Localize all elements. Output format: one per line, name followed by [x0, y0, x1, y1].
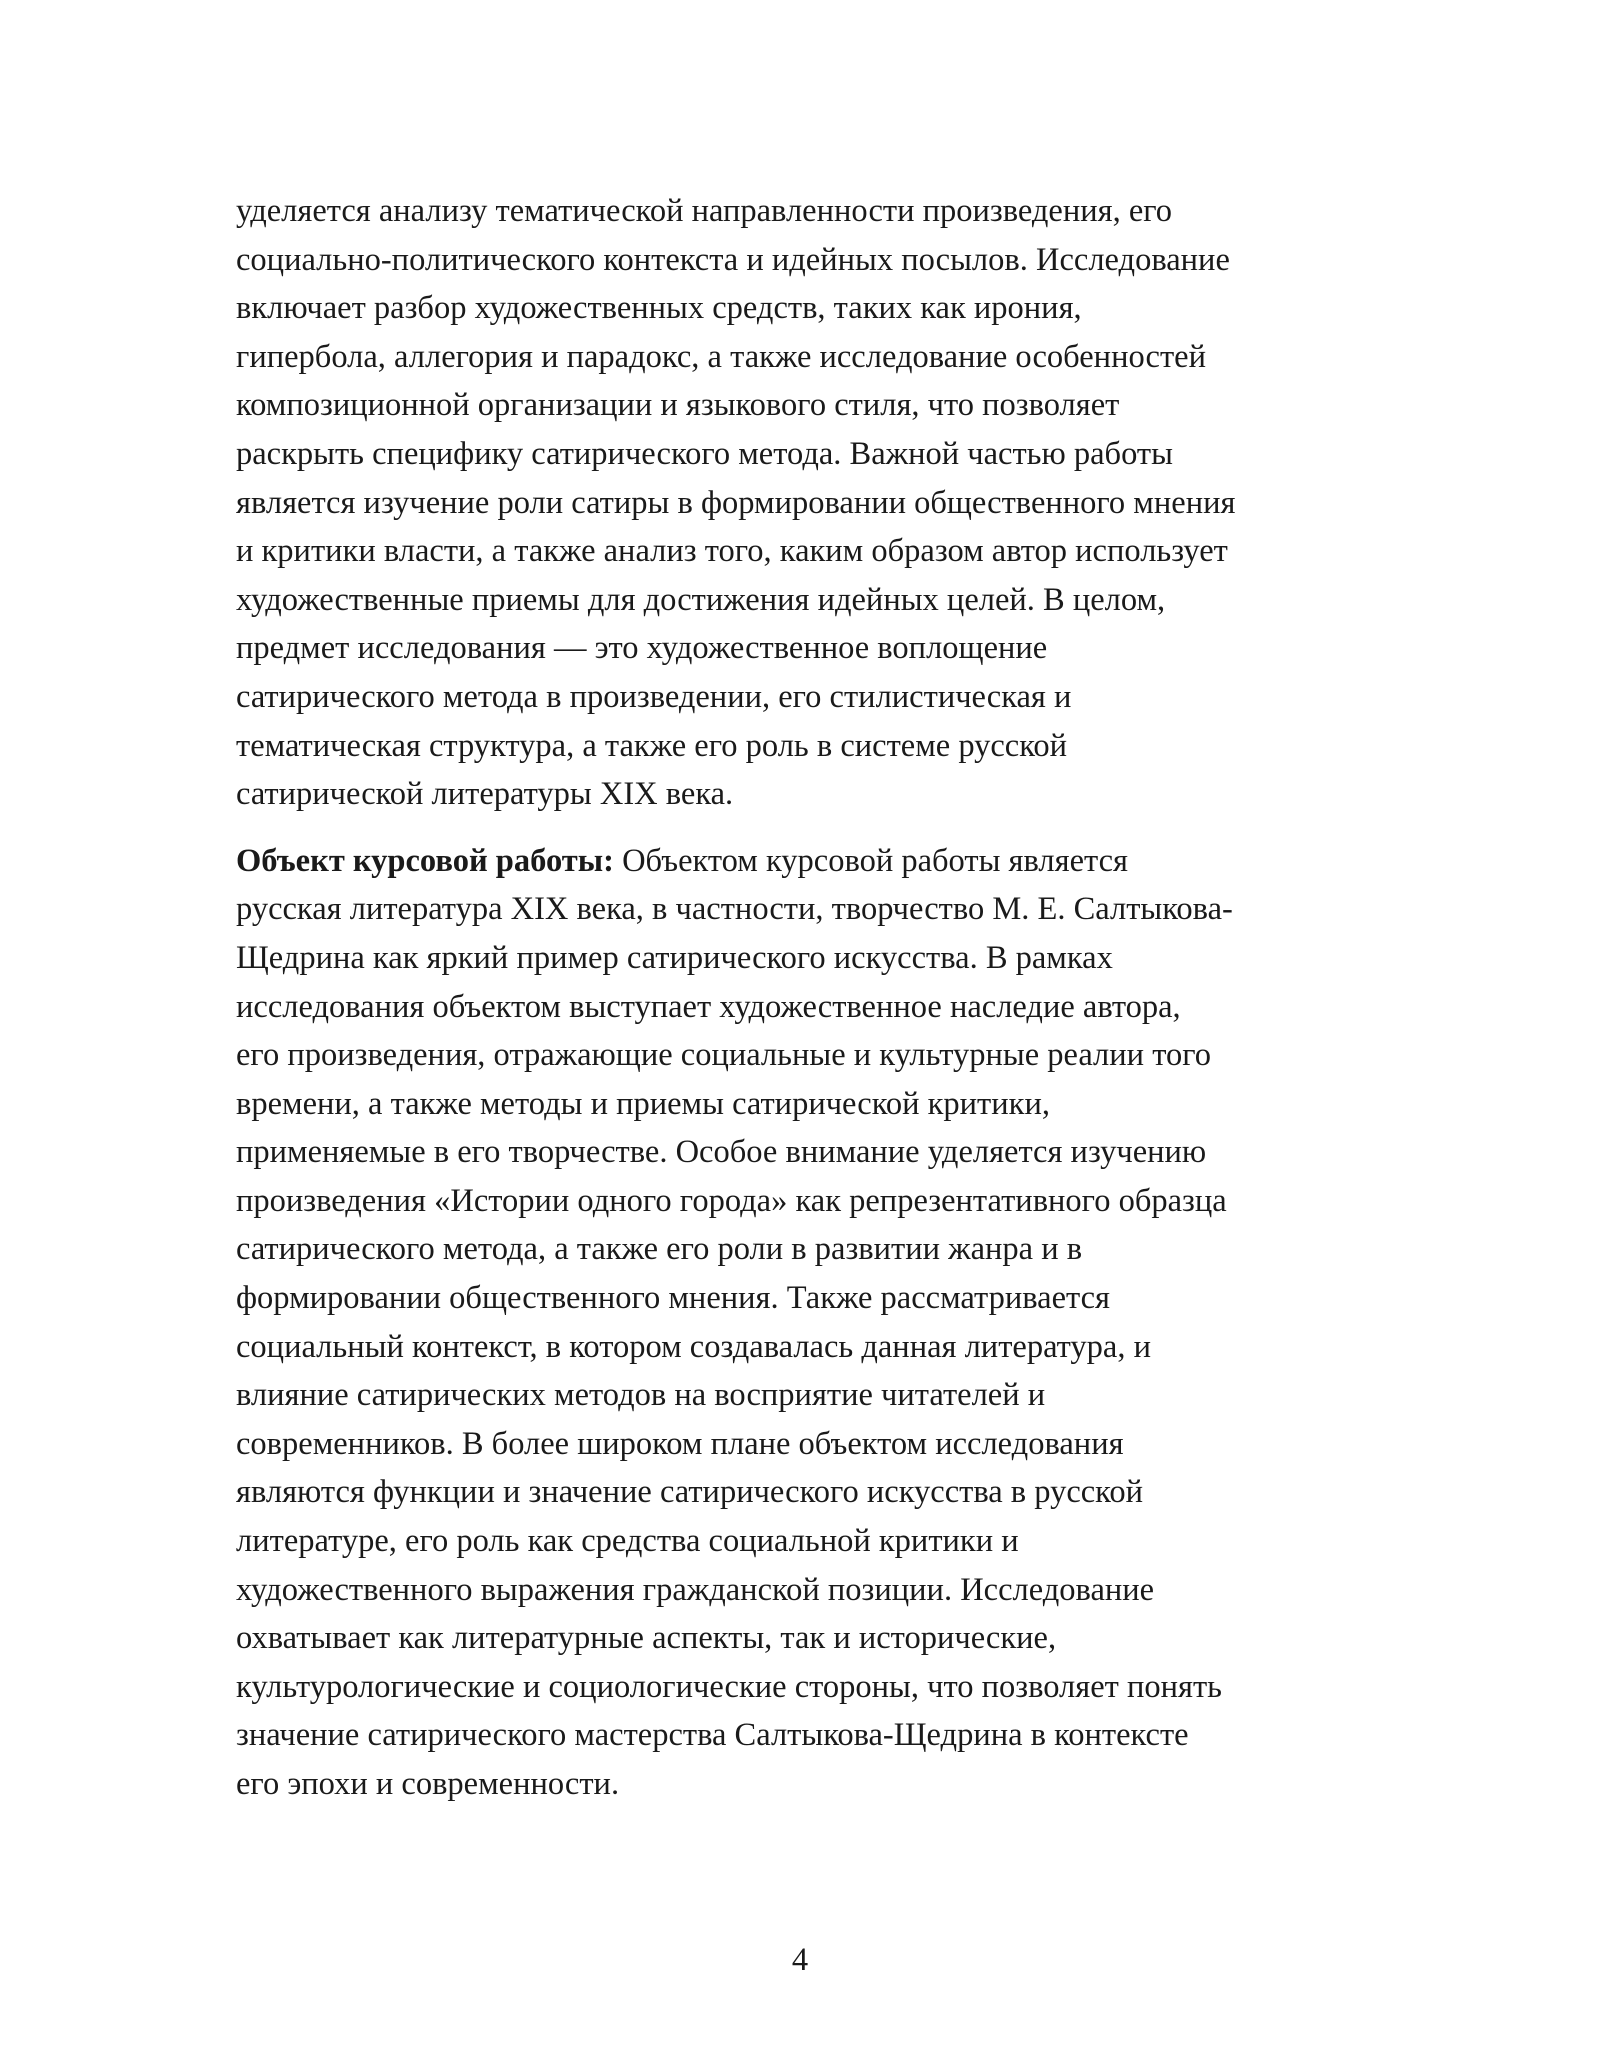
text-line: формировании общественного мнения. Также рассматривается	[236, 1280, 1110, 1317]
text-line: является изучение роли сатиры в формировании общественного мнения	[236, 484, 1236, 521]
text-line: раскрыть специфику сатирического метода. Важной частью работы	[236, 435, 1173, 472]
text-line: сатирического метода, а также его роли в развитии жанра и в	[236, 1231, 1083, 1268]
text-line: применяемые в его творчестве. Особое внимание уделяется изучению	[236, 1134, 1207, 1171]
text-line: его произведения, отражающие социальные и культурные реалии того	[236, 1037, 1211, 1074]
text-line: культурологические и социологические стороны, что позволяет понять	[236, 1668, 1222, 1705]
text-line: гипербола, аллегория и парадокс, а также исследование особенностей	[236, 338, 1206, 375]
text-line: композиционной организации и языкового стиля, что позволяет	[236, 387, 1120, 424]
heading-continuation: Объектом курсовой работы является	[613, 842, 1128, 879]
text-line: произведения «Истории одного города» как репрезентативного образца	[236, 1182, 1227, 1219]
text-line: его эпохи и современности.	[236, 1766, 620, 1802]
paragraph-subject-continuation	[236, 187, 1376, 819]
text-line: социальный контекст, в котором создавалась данная литература, и	[236, 1328, 1151, 1365]
paragraph-object	[236, 837, 1376, 1809]
text-line: художественные приемы для достижения идейных целей. В целом,	[236, 581, 1166, 618]
text-line: русская литература XIX века, в частности, творчество М. Е. Салтыкова-	[236, 891, 1233, 928]
text-line: литературе, его роль как средства социальной критики и	[236, 1523, 1019, 1560]
text-line: предмет исследования — это художественное воплощение	[236, 630, 1048, 667]
text-line: сатирического метода в произведении, его стилистическая и	[236, 678, 1072, 715]
text-line: являются функции и значение сатирического искусства в русской	[236, 1474, 1143, 1511]
text-line: исследования объектом выступает художественное наследие автора,	[236, 988, 1181, 1025]
text-line: сатирической литературы XIX века.	[236, 776, 734, 813]
text-line: художественного выражения гражданской позиции. Исследование	[236, 1571, 1155, 1608]
text-line: времени, а также методы и приемы сатирической критики,	[236, 1085, 1050, 1122]
text-line: значение сатирического мастерства Салтыкова-Щедрина в контексте	[236, 1717, 1189, 1754]
body-text	[236, 187, 1376, 1809]
section-heading: Объект курсовой работы:	[236, 842, 614, 879]
text-line: тематическая структура, а также его роль в системе русской	[236, 727, 1068, 764]
text-line: Щедрина как яркий пример сатирического искусства. В рамках	[236, 939, 1113, 976]
text-line: и критики власти, а также анализ того, каким образом автор использует	[236, 533, 1228, 570]
text-line: уделяется анализу тематической направленности произведения, его	[236, 193, 1173, 229]
text-line: включает разбор художественных средств, таких как ирония,	[236, 290, 1082, 327]
page-number: 4	[791, 1942, 809, 1978]
text-line-first	[236, 837, 1376, 886]
text-line: влияние сатирических методов на восприятие читателей и	[236, 1377, 1046, 1414]
text-line: социально-политического контекста и идейных посылов. Исследование	[236, 241, 1230, 278]
text-line: охватывает как литературные аспекты, так и исторические,	[236, 1620, 1057, 1657]
text-line: современников. В более широком плане объектом исследования	[236, 1425, 1124, 1462]
